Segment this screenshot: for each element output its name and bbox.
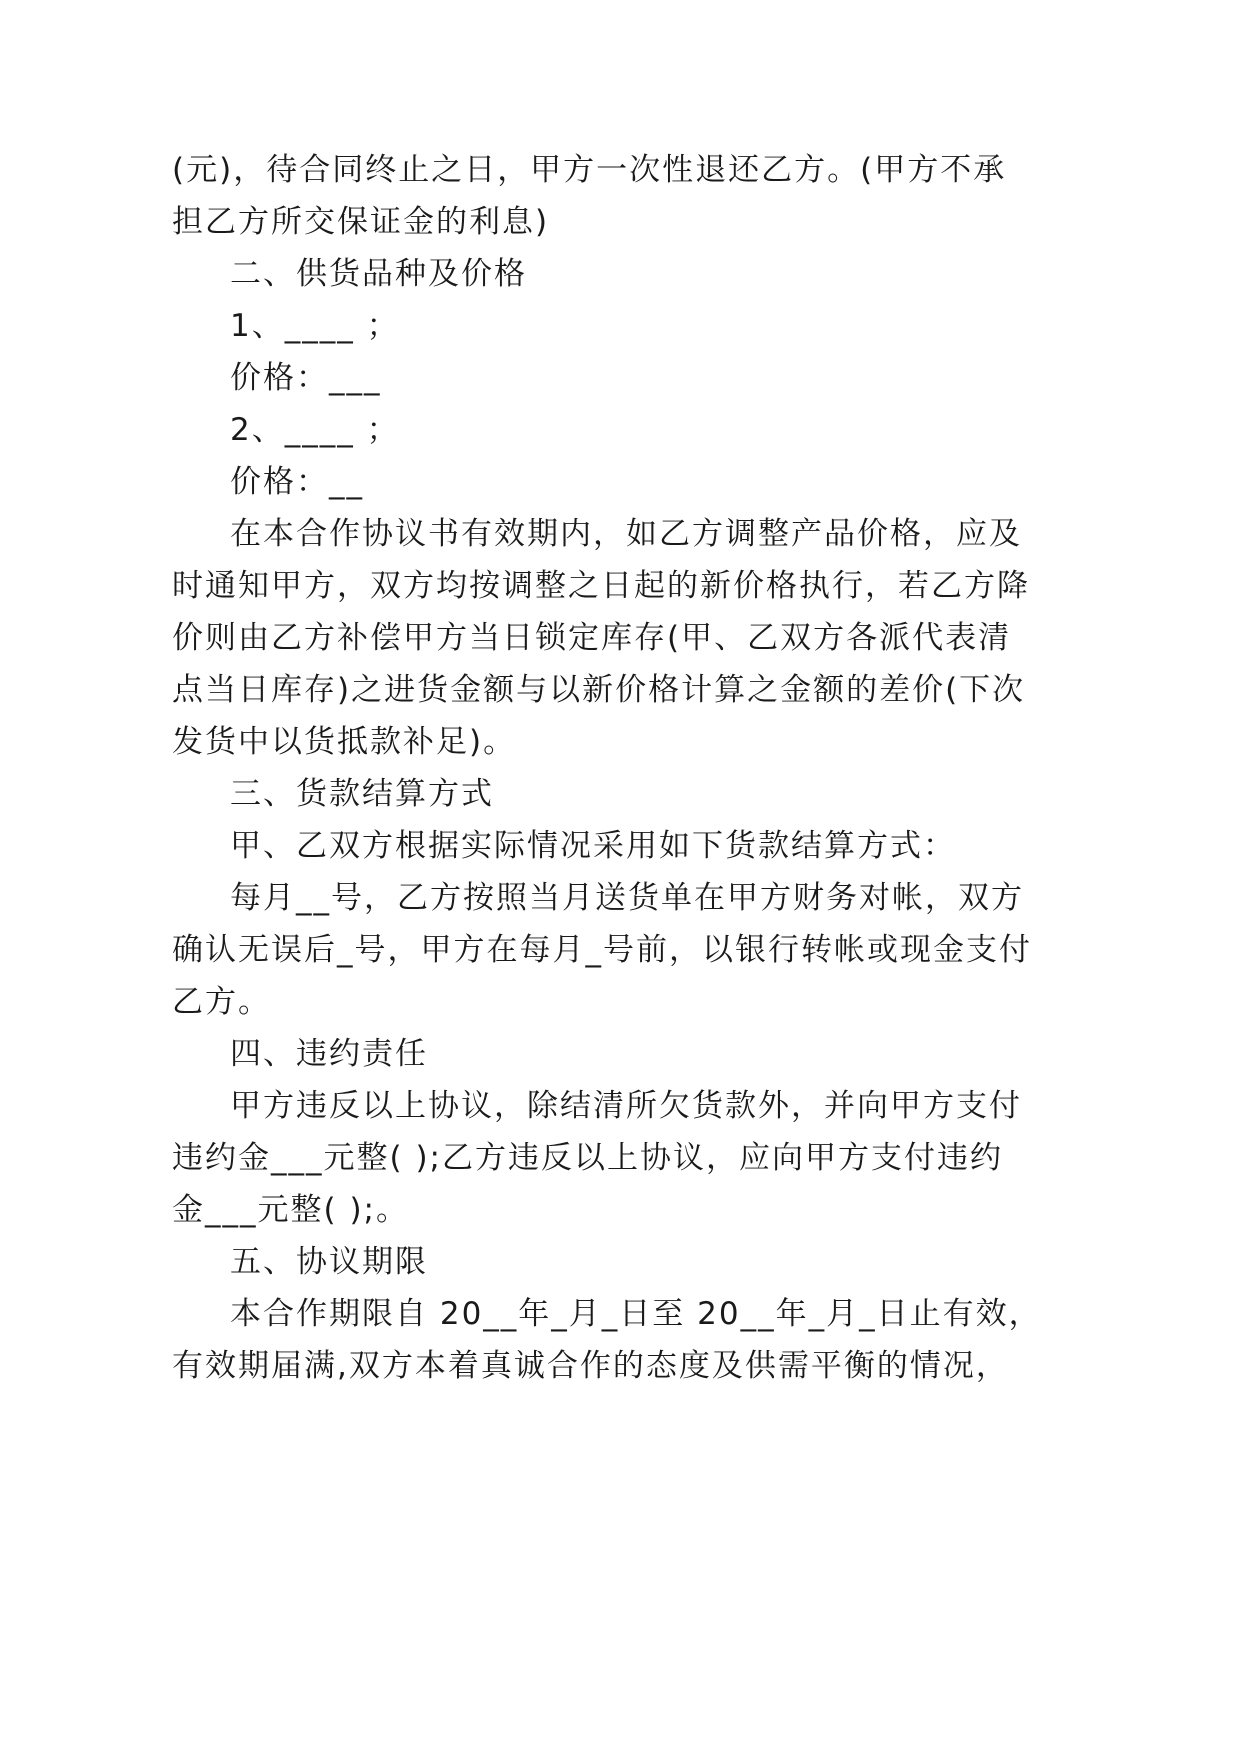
text-line-2: 担乙方所交保证金的利息) (172, 204, 550, 240)
text-line-14: 甲、乙双方根据实际情况采用如下货款结算方式： (230, 828, 956, 864)
text-line-12: 发货中以货抵款补足)。 (172, 724, 517, 760)
section-heading-2: 二、供货品种及价格 (230, 256, 527, 292)
text-line-item-2: 2、____ ； (230, 412, 400, 448)
text-line-10: 价则由乙方补偿甲方当日锁定库存(甲、乙双方各派代表清 (172, 620, 1012, 656)
section-heading-4: 四、违约责任 (230, 1036, 428, 1072)
text-line-15: 每月__号，乙方按照当月送货单在甲方财务对帐，双方 (230, 880, 1024, 916)
text-line-item-1: 1、____ ； (230, 308, 400, 344)
text-line-16: 确认无误后_号，甲方在每月_号前，以银行转帐或现金支付 (172, 932, 1032, 968)
text-line-1: (元)，待合同终止之日，甲方一次性退还乙方。(甲方不承 (172, 152, 1007, 188)
text-line-11: 点当日库存)之进货金额与以新价格计算之金额的差价(下次 (172, 672, 1026, 708)
text-line-19: 甲方违反以上协议，除结清所欠货款外，并向甲方支付 (230, 1088, 1022, 1124)
text-line-9: 时通知甲方，双方均按调整之日起的新价格执行，若乙方降 (172, 568, 1030, 604)
text-line-21: 金___元整( );。 (172, 1192, 409, 1228)
text-line-17: 乙方。 (172, 984, 271, 1020)
text-line-24: 有效期届满,双方本着真诚合作的态度及供需平衡的情况， (172, 1348, 1009, 1384)
text-line-23: 本合作期限自 20__年_月_日至 20__年_月_日止有效， (230, 1296, 1042, 1332)
text-line-8: 在本合作协议书有效期内，如乙方调整产品价格，应及 (230, 516, 1022, 552)
text-line-price-1: 价格：___ (230, 360, 382, 396)
section-heading-5: 五、协议期限 (230, 1244, 428, 1280)
text-line-price-2: 价格：__ (230, 464, 364, 500)
section-heading-3: 三、货款结算方式 (230, 776, 494, 812)
text-line-20: 违约金___元整( );乙方违反以上协议，应向甲方支付违约 (172, 1140, 1003, 1176)
